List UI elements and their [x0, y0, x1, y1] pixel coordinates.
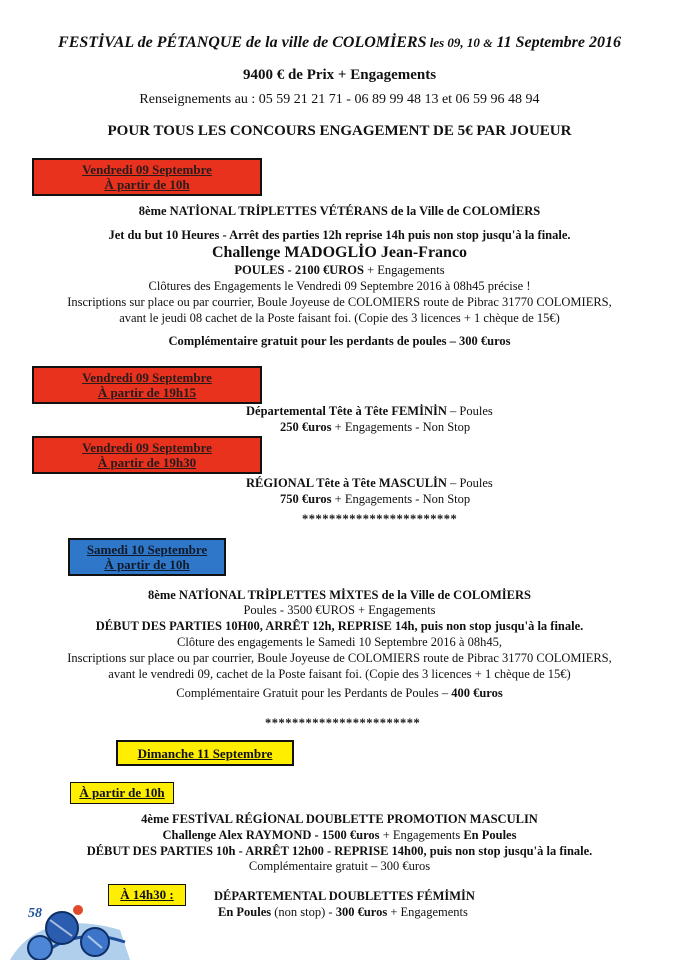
- closing-notice: Clôture des engagements le Samedi 10 Septembre 2016 à 08h45,: [177, 635, 502, 649]
- afternoon-format: En Poules: [218, 905, 272, 919]
- event-title: 4ème FESTİVAL RÉGİONAL DOUBLETTE PROMOTION MASCULIN: [141, 812, 538, 826]
- afternoon-event-title: DÉPARTEMENTAL DOUBLETTES FÉMİMİN: [214, 889, 475, 903]
- date-box-time: À partir de 10h: [104, 177, 190, 192]
- start-time-label: À partir de 10h: [79, 785, 165, 800]
- inscription-info: Inscriptions sur place ou par courrier, Boule Joyeuse de COLOMIERS route de Pibrac 31770 COLOMIERS,: [67, 651, 612, 665]
- event-title-main: Départemental Tête à Tête FEMİNİN: [246, 404, 447, 418]
- date-box-day: Vendredi 09 Septembre: [82, 440, 212, 455]
- afternoon-event-prize: [218, 905, 468, 920]
- event-title-format: – Poules: [446, 476, 493, 490]
- deadline-info: avant le vendredi 09, cachet de la Poste faisant foi. (Copie des 3 licences + 1 chèque de 15€): [108, 667, 571, 681]
- prize-amount: 250 €uros: [280, 420, 332, 434]
- afternoon-prize-suffix: + Engagements: [387, 905, 468, 919]
- date-box-saturday: [68, 538, 226, 576]
- challenge-suffix: + Engagements: [379, 828, 464, 842]
- date-box-sunday: [116, 740, 294, 766]
- date-box-time: À partir de 19h30: [97, 455, 197, 470]
- event-title: 8ème NATİONAL TRİPLETTES MİXTES de la Ville de COLOMİERS: [148, 588, 531, 602]
- prize-suffix: + Engagements: [363, 263, 445, 277]
- title-amp: &: [483, 36, 493, 50]
- closing-notice: Clôtures des Engagements le Vendredi 09 Septembre 2016 à 08h45 précise !: [148, 279, 531, 293]
- event-title: 8ème NATİONAL TRİPLETTES VÉTÉRANS de la Ville de COLOMİERS: [138, 204, 541, 218]
- start-time-box: [70, 782, 174, 804]
- date-box-time: À partir de 10h: [104, 557, 190, 572]
- title-month: 11 Septembre 2016: [492, 34, 621, 51]
- prize-total: 9400 € de Prix + Engagements: [242, 67, 437, 83]
- date-box-friday-10h: [32, 158, 262, 196]
- event-schedule: DÉBUT DES PARTIES 10H00, ARRÊT 12h, REPRISE 14h, puis non stop jusqu'à la finale.: [95, 619, 584, 633]
- inscription-info: Inscriptions sur place ou par courrier, Boule Joyeuse de COLOMIERS route de Pibrac 31770 COLOMIERS,: [67, 295, 612, 309]
- event-title: [246, 404, 493, 419]
- contact-info: Renseignements au : 05 59 21 21 71 - 06 89 99 48 13 et 06 59 96 48 94: [139, 92, 540, 107]
- page-number: 58: [28, 906, 42, 921]
- date-box-day: Dimanche 11 Septembre: [137, 746, 273, 761]
- event-title-format: – Poules: [446, 404, 493, 418]
- event-prize: [280, 420, 470, 435]
- challenge-prize: Challenge Alex RAYMOND - 1500 €uros: [162, 828, 380, 842]
- event-prize: Poules - 3500 €UROS + Engagements: [243, 603, 436, 617]
- afternoon-prize-amount: 300 €uros: [335, 905, 388, 919]
- date-box-day: Vendredi 09 Septembre: [82, 162, 212, 177]
- afternoon-time-label: À 14h30 :: [120, 887, 174, 902]
- event-prize: [280, 492, 470, 507]
- separator: ***********************: [302, 512, 458, 526]
- complementary-text: Complémentaire Gratuit pour les Perdants de Poules –: [176, 686, 452, 700]
- date-box-friday-19h15: [32, 366, 262, 404]
- challenge-name: Challenge MADOGLİO Jean-Franco: [211, 244, 468, 261]
- event-schedule: Jet du but 10 Heures - Arrêt des parties 12h reprise 14h puis non stop jusqu'à la finale.: [108, 228, 571, 242]
- event-title-main: RÉGIONAL Tête à Tête MASCULİN: [246, 476, 447, 490]
- complementary-amount: 400 €uros: [451, 686, 503, 700]
- event-schedule: DÉBUT DES PARTIES 10h - ARRÊT 12h00 - REPRISE 14h00, puis non stop jusqu'à la finale.: [86, 844, 593, 858]
- prize-suffix: + Engagements - Non Stop: [331, 492, 471, 506]
- date-box-friday-19h30: [32, 436, 262, 474]
- separator: ***********************: [265, 716, 421, 730]
- complementary-info: [0, 686, 679, 701]
- prize-amount: 750 €uros: [280, 492, 332, 506]
- deadline-info: avant le jeudi 08 cachet de la Poste faisant foi. (Copie des 3 licences + 1 chèque de 15€): [119, 311, 560, 325]
- date-box-time: À partir de 19h15: [97, 385, 197, 400]
- title-petanque: PÉTANQUE: [156, 34, 243, 51]
- title-de: de: [133, 34, 157, 51]
- title-dates: les 09, 10: [426, 35, 484, 50]
- event-prize: [0, 263, 679, 278]
- title-colomiers: COLOMİERS: [332, 34, 427, 51]
- challenge-name: [0, 828, 679, 843]
- title-festival: FESTİVAL: [58, 34, 134, 51]
- prize-suffix: + Engagements - Non Stop: [331, 420, 471, 434]
- challenge-format: En Poules: [463, 828, 517, 842]
- event-title: [246, 476, 493, 491]
- title-ville: de la ville de: [242, 34, 333, 51]
- date-box-day: Vendredi 09 Septembre: [82, 370, 212, 385]
- prize-amount: POULES - 2100 €UROS: [234, 263, 364, 277]
- petanque-balls-icon: [0, 890, 140, 960]
- afternoon-format-note: (non stop) -: [271, 905, 336, 919]
- fee-banner: POUR TOUS LES CONCOURS ENGAGEMENT DE 5€ PAR JOUEUR: [107, 123, 572, 139]
- date-box-day: Samedi 10 Septembre: [86, 542, 208, 557]
- complementary-info: Complémentaire gratuit – 300 €uros: [248, 859, 431, 873]
- complementary-info: Complémentaire gratuit pour les perdants de poules – 300 €uros: [168, 334, 511, 348]
- page-title: [0, 34, 679, 52]
